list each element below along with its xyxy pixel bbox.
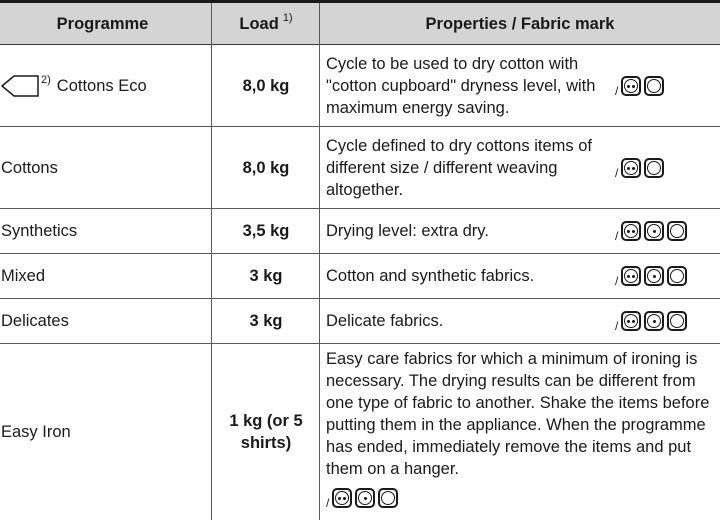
load-value: 3,5 kg [242, 222, 290, 240]
tumble-dry-2-dots-icon [621, 311, 641, 331]
table-row [0, 127, 720, 209]
programme-note: 2) [41, 73, 51, 86]
header-programme: Programme [56, 14, 149, 33]
programme-name: Cottons Eco [56, 76, 147, 95]
fabric-marks [615, 209, 720, 253]
mark-separator: / [615, 83, 619, 98]
load-value: 3 kg [249, 267, 283, 285]
programme-name: Mixed [1, 267, 46, 285]
programme-name: Cottons [1, 158, 58, 177]
table-header-row [0, 3, 720, 45]
fabric-marks [615, 127, 720, 208]
tumble-dry-icon [644, 158, 664, 178]
tumble-dry-icon [667, 266, 687, 286]
fabric-marks [615, 254, 720, 298]
tumble-dry-1-dot-icon [644, 266, 664, 286]
properties-text: Cotton and synthetic fabrics. [326, 267, 535, 285]
tumble-dry-1-dot-icon [644, 221, 664, 241]
tumble-dry-icon [378, 488, 398, 508]
properties-text: Easy care fabrics for which a minimum of ironing is necessary. The drying results can be different from one type of fabric to another. Shake the items before putting them in the appliance. When the programme has ended, immediately remove the items and put them on a hanger. [326, 350, 710, 478]
table-row [0, 254, 720, 299]
header-properties: Properties / Fabric mark [425, 14, 615, 33]
tumble-dry-icon [667, 221, 687, 241]
load-value: 8,0 kg [242, 158, 290, 177]
mark-separator: / [615, 165, 619, 180]
programme-name: Easy Iron [1, 423, 71, 441]
mark-separator: / [615, 319, 619, 333]
table-row [0, 45, 720, 127]
tumble-dry-1-dot-icon [355, 488, 375, 508]
table-row [0, 299, 720, 344]
tumble-dry-icon [667, 311, 687, 331]
mark-separator: / [615, 229, 619, 243]
fabric-marks [615, 299, 720, 343]
programme-name: Delicates [1, 312, 69, 330]
column-divider [211, 3, 212, 520]
fabric-marks [326, 485, 526, 511]
fabric-marks [615, 45, 720, 126]
programme-name: Synthetics [1, 222, 78, 240]
tumble-dry-2-dots-icon [621, 76, 641, 96]
properties-text: Cycle defined to dry cottons items of different size / different weaving altogether. [326, 136, 592, 199]
header-load [212, 3, 320, 44]
tumble-dry-2-dots-icon [621, 221, 641, 241]
eco-tag-icon [1, 75, 39, 97]
load-value: 1 kg (or 5 shirts) [229, 412, 303, 452]
column-divider [319, 3, 320, 520]
table-row [0, 344, 720, 520]
tumble-dry-2-dots-icon [332, 488, 352, 508]
load-value: 8,0 kg [242, 76, 290, 95]
mark-separator: / [326, 496, 330, 510]
tumble-dry-2-dots-icon [621, 158, 641, 178]
properties-text: Delicate fabrics. [326, 312, 444, 330]
properties-text: Drying level: extra dry. [326, 222, 489, 240]
mark-separator: / [615, 274, 619, 288]
programme-cell [1, 45, 211, 126]
tumble-dry-icon [644, 76, 664, 96]
properties-text: Cycle to be used to dry cotton with "cotton cupboard" dryness level, with maximum energy saving. [326, 54, 596, 117]
tumble-dry-2-dots-icon [621, 266, 641, 286]
load-value: 3 kg [249, 312, 283, 330]
header-load-label: Load [239, 14, 279, 33]
table-row [0, 209, 720, 254]
tumble-dry-1-dot-icon [644, 311, 664, 331]
header-load-note: 1) [282, 11, 293, 24]
